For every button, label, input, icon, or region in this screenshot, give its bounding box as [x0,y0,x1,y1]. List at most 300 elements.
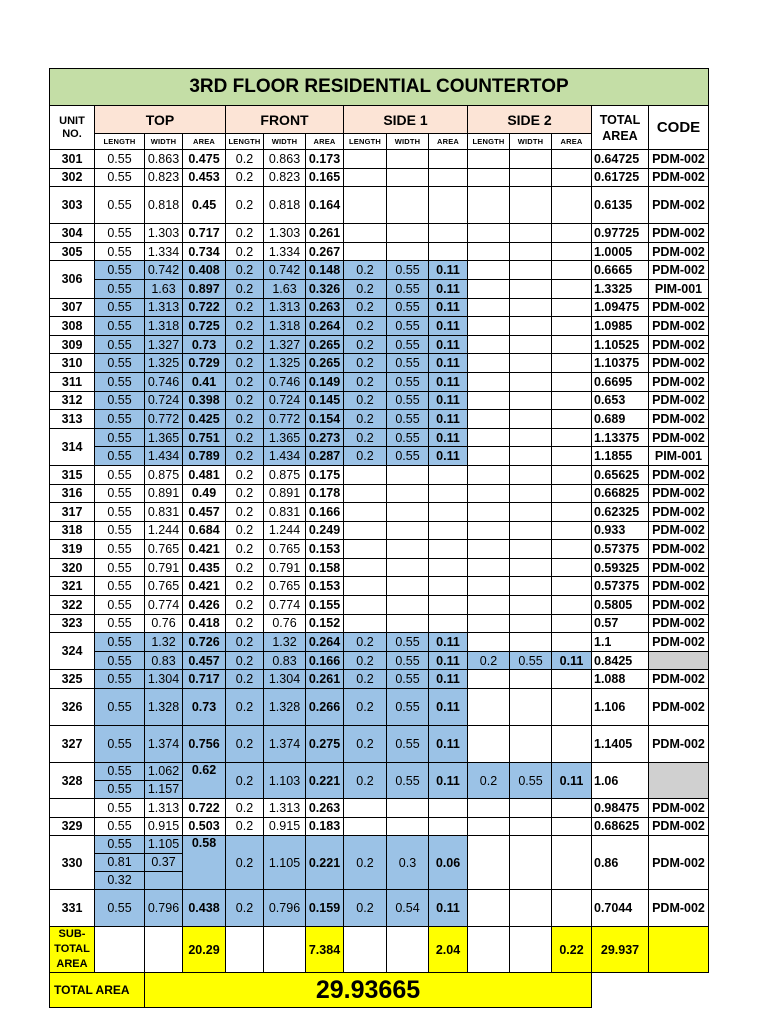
top-length-header: LENGTH [95,134,145,150]
front-length-cell: 0.2 [226,447,264,466]
side2-length-cell [468,484,510,503]
side1-length-cell: 0.2 [344,391,387,410]
top-width-cell: 1.327 [145,335,183,354]
front-length-cell: 0.2 [226,836,264,890]
top-width-line: 1.157 [145,780,182,798]
top-length-cell: 0.55 [95,890,145,927]
code-cell: PDM-002 [649,317,709,336]
front-width-cell: 1.63 [264,279,306,298]
table-row [50,372,709,391]
top-area-cell: 0.425 [183,410,226,429]
side2-area-cell [552,242,592,261]
side1-area-cell [429,187,468,224]
side1-length-cell: 0.2 [344,890,387,927]
front-width-cell: 0.818 [264,187,306,224]
unit-number-cell: 316 [50,484,95,503]
top-length-line: 0.32 [95,871,144,889]
total-area-cell: 1.06 [592,763,649,799]
code-cell: PDM-002 [649,242,709,261]
front-length-cell: 0.2 [226,651,264,670]
top-width-cell: 0.791 [145,558,183,577]
code-cell: PIM-001 [649,447,709,466]
front-length-cell: 0.2 [226,428,264,447]
unit-number-cell: 320 [50,558,95,577]
unit-number-cell: 301 [50,150,95,169]
table-row [50,187,709,224]
front-width-cell: 0.791 [264,558,306,577]
side2-area-cell [552,224,592,243]
front-length-cell: 0.2 [226,354,264,373]
total-area-cell: 0.65625 [592,465,649,484]
front-area-cell: 0.165 [306,168,344,187]
side2-width-cell [510,503,552,522]
top-length-cell: 0.55 [95,726,145,763]
side1-length-cell: 0.2 [344,633,387,652]
side2-length-cell [468,540,510,559]
code-cell: PDM-002 [649,633,709,652]
side2-area-cell [552,187,592,224]
side1-width-cell: 0.55 [387,391,429,410]
side2-width-cell [510,354,552,373]
top-area-cell: 0.438 [183,890,226,927]
table-row [50,890,709,927]
side1-length-cell: 0.2 [344,726,387,763]
total-area-cell: 0.689 [592,410,649,429]
side2-area-cell [552,614,592,633]
front-length-cell: 0.2 [226,540,264,559]
side1-area-cell: 0.11 [429,651,468,670]
top-area-cell: 0.897 [183,279,226,298]
side1-width-cell: 0.55 [387,726,429,763]
front-length-header: LENGTH [226,134,264,150]
side1-width-cell: 0.55 [387,670,429,689]
top-length-line: 0.55 [95,780,144,798]
side2-width-cell [510,279,552,298]
front-area-cell: 0.266 [306,689,344,726]
side2-length-cell [468,428,510,447]
side2-area-cell [552,726,592,763]
side2-length-cell [468,558,510,577]
top-length-cell: 0.55 [95,447,145,466]
front-width-cell: 1.313 [264,799,306,818]
subtotal-row [50,927,709,973]
side1-area-cell: 0.11 [429,317,468,336]
total-area-cell: 0.62325 [592,503,649,522]
side2-width-cell [510,150,552,169]
side2-area-cell [552,521,592,540]
side1-length-cell: 0.2 [344,317,387,336]
front-width-cell: 1.325 [264,354,306,373]
table-row [50,633,709,652]
side2-width-cell [510,335,552,354]
top-width-cell: 1.334 [145,242,183,261]
top-width-cell: 0.746 [145,372,183,391]
front-width-cell: 0.765 [264,540,306,559]
side1-area-cell [429,503,468,522]
front-width-cell: 0.724 [264,391,306,410]
top-length-line: 0.55 [107,837,132,852]
front-area-cell: 0.275 [306,726,344,763]
total-area-cell: 0.933 [592,521,649,540]
subtotal-top-blank [95,927,145,973]
subtotal-top: 20.29 [183,927,226,973]
front-area-cell: 0.166 [306,503,344,522]
top-width-cell: 1.374 [145,726,183,763]
side1-length-cell: 0.2 [344,836,387,890]
table-row [50,261,709,280]
front-area-cell: 0.265 [306,335,344,354]
side2-length-cell [468,187,510,224]
side2-width-cell [510,410,552,429]
unit-number-cell: 325 [50,670,95,689]
side1-width-cell [387,187,429,224]
side1-length-cell: 0.2 [344,410,387,429]
code-cell: PIM-001 [649,279,709,298]
side2-area-cell [552,890,592,927]
top-length-cell: 0.55 [95,298,145,317]
front-area-cell: 0.221 [306,763,344,799]
side1-length-cell: 0.2 [344,298,387,317]
unit-number-cell: 319 [50,540,95,559]
table-row [50,391,709,410]
code-cell: PDM-002 [649,596,709,615]
top-width-cell: 0.724 [145,391,183,410]
front-width-cell: 0.76 [264,614,306,633]
subtotal-front: 7.384 [306,927,344,973]
side2-width-cell [510,261,552,280]
side1-area-cell: 0.11 [429,689,468,726]
code-cell: PDM-002 [649,372,709,391]
top-area-cell: 0.457 [183,503,226,522]
table-row [50,335,709,354]
front-width-cell: 0.742 [264,261,306,280]
top-area-cell: 0.457 [183,651,226,670]
top-width-cell: 1.32 [145,633,183,652]
side1-width-cell [387,465,429,484]
front-area-cell: 0.287 [306,447,344,466]
side2-area-cell [552,354,592,373]
side2-length-cell [468,391,510,410]
front-length-cell: 0.2 [226,614,264,633]
front-length-cell: 0.2 [226,763,264,799]
side1-area-cell [429,465,468,484]
table-row [50,763,709,799]
total-area-cell: 0.6665 [592,261,649,280]
total-area-cell: 0.57375 [592,540,649,559]
table-row [50,279,709,298]
code-cell: PDM-002 [649,817,709,836]
side2-width-cell [510,242,552,261]
side1-length-cell [344,150,387,169]
front-length-cell: 0.2 [226,689,264,726]
unit-number-cell: 311 [50,372,95,391]
side2-width-cell: 0.55 [510,651,552,670]
unit-number-cell: 327 [50,726,95,763]
total-area-cell: 1.0005 [592,242,649,261]
front-width-cell: 1.105 [264,836,306,890]
front-area-cell: 0.158 [306,558,344,577]
total-area-cell: 0.6695 [592,372,649,391]
total-area-cell: 1.13375 [592,428,649,447]
front-length-cell: 0.2 [226,465,264,484]
code-cell: PDM-002 [649,521,709,540]
front-area-cell: 0.145 [306,391,344,410]
subtotal-top-blank [145,927,183,973]
top-area-cell: 0.73 [183,335,226,354]
front-length-cell: 0.2 [226,558,264,577]
unit-number-cell: 315 [50,465,95,484]
unit-no-header: UNIT NO. [50,106,95,150]
side1-area-cell [429,799,468,818]
side2-length-cell [468,447,510,466]
side1-area-cell [429,484,468,503]
top-area-cell: 0.722 [183,799,226,818]
side2-area-cell [552,391,592,410]
side1-area-cell [429,540,468,559]
front-area-cell: 0.175 [306,465,344,484]
side2-length-cell [468,633,510,652]
top-area-cell: 0.756 [183,726,226,763]
top-area-cell: 0.717 [183,670,226,689]
side2-area-cell [552,836,592,890]
side2-area-cell [552,447,592,466]
front-area-cell: 0.178 [306,484,344,503]
side1-area-cell [429,577,468,596]
table-row [50,224,709,243]
side2-header: SIDE 2 [468,106,592,134]
side1-length-cell [344,614,387,633]
top-width-cell: 0.774 [145,596,183,615]
side1-area-cell: 0.11 [429,410,468,429]
side1-length-cell [344,521,387,540]
side2-area-cell [552,558,592,577]
top-width-cell: 1.365 [145,428,183,447]
top-area-cell: 0.481 [183,465,226,484]
code-cell: PDM-002 [649,465,709,484]
side1-width-cell [387,558,429,577]
top-length-line: 0.55 [107,764,132,779]
unit-number-cell: 324 [50,633,95,670]
side2-length-cell [468,521,510,540]
side2-width-cell [510,372,552,391]
front-area-cell: 0.261 [306,670,344,689]
top-width-line: 1.105 [147,837,180,852]
code-cell: PDM-002 [649,187,709,224]
code-cell: PDM-002 [649,484,709,503]
front-width-cell: 1.32 [264,633,306,652]
top-area-cell: 0.734 [183,242,226,261]
front-area-cell: 0.249 [306,521,344,540]
top-area-cell: 0.58 [183,836,226,890]
top-length-cell: 0.55 [95,577,145,596]
total-area-cell: 0.57375 [592,577,649,596]
side1-area-cell: 0.11 [429,372,468,391]
side1-area-cell: 0.11 [429,447,468,466]
table-row [50,817,709,836]
unit-number-cell: 308 [50,317,95,336]
side2-width-cell [510,726,552,763]
side1-length-cell [344,187,387,224]
front-length-cell: 0.2 [226,817,264,836]
unit-number-cell: 302 [50,168,95,187]
front-width-cell: 1.374 [264,726,306,763]
side1-area-cell: 0.11 [429,763,468,799]
side1-length-cell [344,558,387,577]
side1-width-cell: 0.55 [387,354,429,373]
side1-width-cell: 0.55 [387,763,429,799]
side1-area-cell: 0.06 [429,836,468,890]
side2-width-cell [510,317,552,336]
side2-width-cell [510,890,552,927]
code-cell: PDM-002 [649,410,709,429]
top-length-cell: 0.55 [95,521,145,540]
table-body [50,150,709,927]
side1-area-cell: 0.11 [429,726,468,763]
table-row [50,670,709,689]
total-area-cell: 1.09475 [592,298,649,317]
side1-width-cell: 0.55 [387,447,429,466]
side2-width-cell [510,428,552,447]
side2-length-cell [468,503,510,522]
side2-length-cell [468,372,510,391]
side2-area-cell [552,670,592,689]
side1-area-cell: 0.11 [429,391,468,410]
total-area-cell: 0.61725 [592,168,649,187]
top-length-cell: 0.55 [95,633,145,652]
side2-length-cell [468,670,510,689]
front-area-cell: 0.183 [306,817,344,836]
front-width-cell: 0.863 [264,150,306,169]
top-area-cell: 0.73 [183,689,226,726]
code-cell: PDM-002 [649,540,709,559]
front-length-cell: 0.2 [226,391,264,410]
front-width-cell: 0.823 [264,168,306,187]
front-width-cell: 1.334 [264,242,306,261]
total-area-header: TOTAL AREA [592,106,649,150]
top-width-line [145,871,182,889]
top-length-cell: 0.55 [95,224,145,243]
side2-length-cell [468,689,510,726]
top-area-header: AREA [183,134,226,150]
side2-width-cell [510,596,552,615]
side2-width-cell [510,817,552,836]
sheet-title: 3RD FLOOR RESIDENTIAL COUNTERTOP [50,69,709,106]
front-length-cell: 0.2 [226,521,264,540]
side2-area-cell [552,261,592,280]
front-length-cell: 0.2 [226,187,264,224]
top-area-cell: 0.717 [183,224,226,243]
side1-length-header: LENGTH [344,134,387,150]
top-width-cell: 0.891 [145,484,183,503]
top-length-cell: 0.55 [95,670,145,689]
total-area-cell: 0.59325 [592,558,649,577]
code-cell: PDM-002 [649,354,709,373]
side2-length-cell [468,335,510,354]
top-length-cell: 0.55 [95,242,145,261]
side1-width-cell [387,168,429,187]
side1-width-cell [387,484,429,503]
front-area-cell: 0.149 [306,372,344,391]
front-length-cell: 0.2 [226,799,264,818]
subtotal-code-blank [649,927,709,973]
top-area-cell: 0.421 [183,540,226,559]
top-length-cell: 0.55 [95,428,145,447]
side1-header: SIDE 1 [344,106,468,134]
front-area-cell: 0.155 [306,596,344,615]
front-width-cell: 1.434 [264,447,306,466]
subtotal-side1: 2.04 [429,927,468,973]
side2-width-cell [510,558,552,577]
top-length-cell: 0.55 [95,799,145,818]
front-length-cell: 0.2 [226,410,264,429]
table-row [50,577,709,596]
top-width-cell: 0.863 [145,150,183,169]
side1-area-cell: 0.11 [429,298,468,317]
top-width-cell: 1.63 [145,279,183,298]
top-length-cell [95,763,145,799]
side1-width-cell: 0.55 [387,428,429,447]
side2-area-cell [552,298,592,317]
top-length-cell: 0.55 [95,651,145,670]
top-width-cell: 0.765 [145,577,183,596]
front-width-header: WIDTH [264,134,306,150]
total-area-cell: 0.66825 [592,484,649,503]
top-width-cell: 1.318 [145,317,183,336]
unit-number-cell: 322 [50,596,95,615]
table-row [50,614,709,633]
table-row [50,150,709,169]
front-area-cell: 0.152 [306,614,344,633]
side2-width-cell [510,447,552,466]
side1-length-cell: 0.2 [344,651,387,670]
total-area-spacer [592,973,709,1008]
front-area-cell: 0.264 [306,633,344,652]
code-cell: PDM-002 [649,168,709,187]
front-area-cell: 0.326 [306,279,344,298]
side1-area-cell [429,817,468,836]
side1-length-cell [344,596,387,615]
front-width-cell: 1.327 [264,335,306,354]
side2-length-cell: 0.2 [468,651,510,670]
table-row [50,298,709,317]
top-width-cell: 0.823 [145,168,183,187]
code-cell: PDM-002 [649,836,709,890]
subtotal-side2: 0.22 [552,927,592,973]
unit-number-cell: 305 [50,242,95,261]
code-cell: PDM-002 [649,335,709,354]
top-width-line: 0.37 [145,853,182,871]
total-area-cell: 1.1405 [592,726,649,763]
front-area-cell: 0.166 [306,651,344,670]
top-length-cell: 0.55 [95,540,145,559]
front-length-cell: 0.2 [226,670,264,689]
top-width-cell: 1.328 [145,689,183,726]
front-area-cell: 0.164 [306,187,344,224]
unit-number-cell: 330 [50,836,95,890]
total-area-cell: 0.6135 [592,187,649,224]
top-length-cell: 0.55 [95,596,145,615]
front-length-cell: 0.2 [226,298,264,317]
side1-area-cell [429,558,468,577]
top-header: TOP [95,106,226,134]
top-area-cell: 0.726 [183,633,226,652]
top-area-cell: 0.49 [183,484,226,503]
top-length-cell [95,836,145,890]
table-row [50,465,709,484]
front-area-cell: 0.263 [306,799,344,818]
side2-length-cell [468,150,510,169]
top-length-cell: 0.55 [95,817,145,836]
